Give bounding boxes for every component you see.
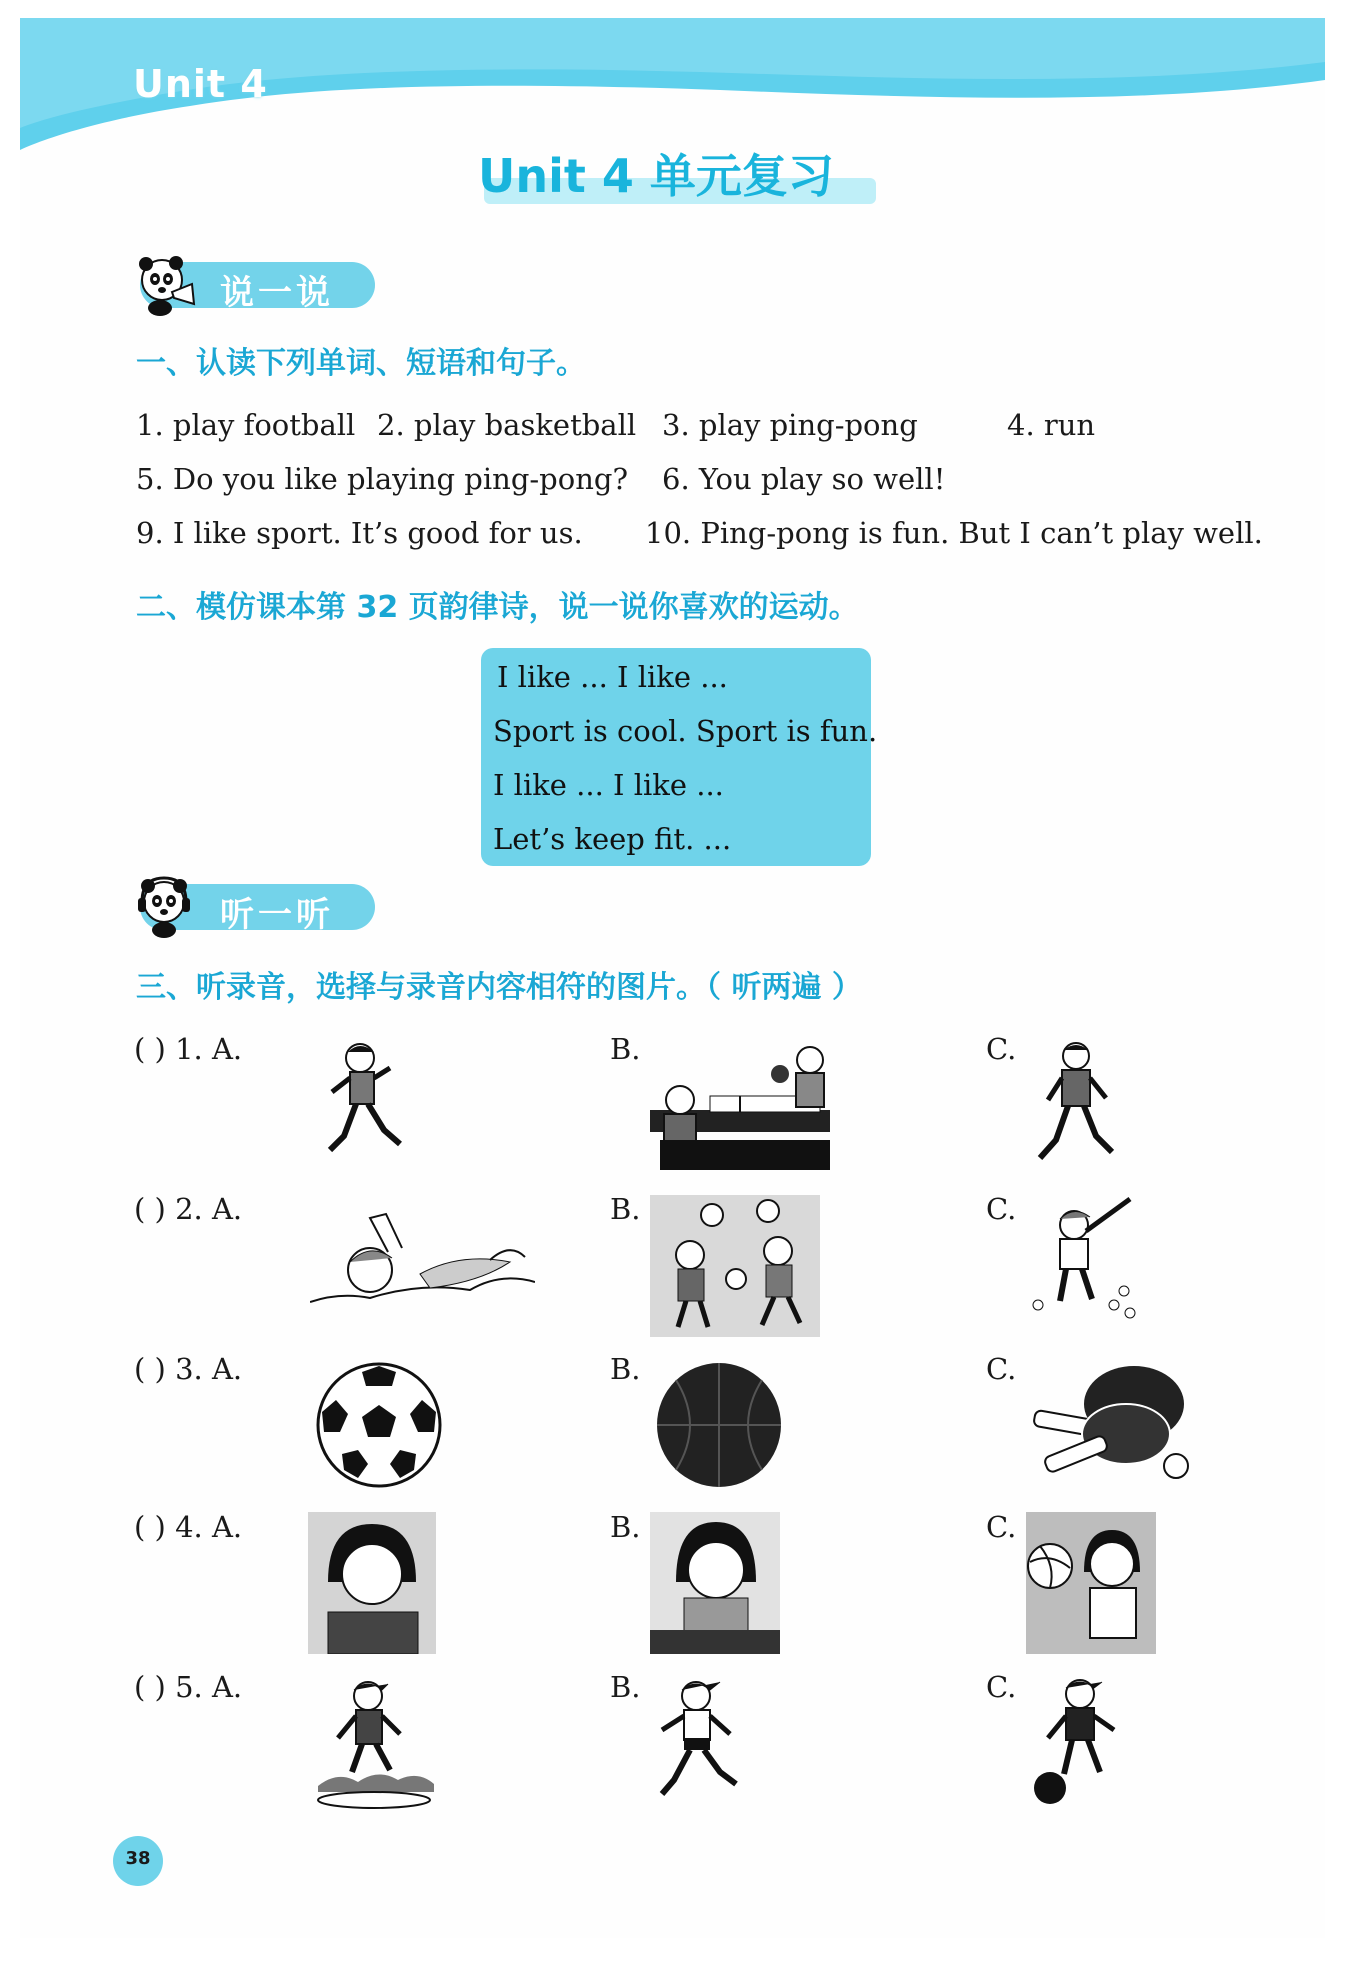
unit-tag: Unit 4 <box>133 62 268 106</box>
boy-running-image[interactable] <box>320 1040 410 1170</box>
girl-reading-image[interactable] <box>308 1512 436 1654</box>
option-c-label: C. <box>986 1352 1017 1386</box>
section-tag-label: 说一说 <box>220 273 334 313</box>
girl-jumping-image[interactable] <box>308 1676 442 1810</box>
panda-headphones-icon <box>132 872 200 940</box>
answer-row-3-label: ( ) 3. A. <box>134 1352 243 1386</box>
basketball-image[interactable] <box>654 1360 784 1490</box>
page-number: 38 <box>125 1848 151 1869</box>
page-title-block <box>478 140 878 210</box>
section-tag-label: 听一听 <box>220 895 334 935</box>
boy-basketball-image[interactable] <box>1030 1040 1120 1170</box>
answer-row-1-label: ( ) 1. A. <box>134 1032 243 1066</box>
page-title: Unit 4 单元复习 <box>478 149 834 203</box>
option-b-label: B. <box>610 1510 641 1544</box>
poem-line: Sport is cool. Sport is fun. <box>493 714 878 748</box>
kids-playing-football-image[interactable] <box>650 1195 820 1337</box>
option-c-label: C. <box>986 1670 1017 1704</box>
option-b-label: B. <box>610 1352 641 1386</box>
vocab-item: 3. play ping-pong <box>662 408 918 442</box>
swimmer-image[interactable] <box>310 1212 535 1307</box>
table-tennis-players-image[interactable] <box>650 1040 830 1170</box>
option-c-label: C. <box>986 1192 1017 1226</box>
vocab-item: 9. I like sport. It’s good for us. <box>136 516 583 550</box>
girl-running-image[interactable] <box>650 1676 750 1806</box>
poem-line: Let’s keep fit. ... <box>493 822 732 856</box>
vocab-item: 10. Ping-pong is fun. But I can’t play well. <box>645 516 1263 550</box>
question-3-heading: 三、听录音，选择与录音内容相符的图片。（ 听两遍 ） <box>136 970 862 1005</box>
option-c-label: C. <box>986 1032 1017 1066</box>
question-2-heading: 二、模仿课本第 32 页韵律诗，说一说你喜欢的运动。 <box>136 590 859 625</box>
section-tag-listen <box>140 884 375 935</box>
panda-megaphone-icon <box>132 250 200 318</box>
vocab-item: 1. play football <box>136 408 356 442</box>
vocab-item: 4. run <box>1007 408 1096 442</box>
vocab-item: 5. Do you like playing ping-pong? <box>136 462 628 496</box>
girl-volleyball-image[interactable] <box>1026 1512 1156 1654</box>
section-tag-speak <box>140 262 375 313</box>
page-number-badge <box>113 1836 163 1886</box>
option-b-label: B. <box>610 1032 641 1066</box>
option-b-label: B. <box>610 1670 641 1704</box>
option-c-label: C. <box>986 1510 1017 1544</box>
poem-line: I like ... I like ... <box>493 768 724 802</box>
football-image[interactable] <box>314 1360 444 1490</box>
girl-basketball-image[interactable] <box>1030 1676 1130 1806</box>
answer-row-4-label: ( ) 4. A. <box>134 1510 243 1544</box>
option-b-label: B. <box>610 1192 641 1226</box>
answer-row-5-label: ( ) 5. A. <box>134 1670 243 1704</box>
girl-baseball-image[interactable] <box>1030 1195 1140 1320</box>
vocab-item: 2. play basketball <box>377 408 637 442</box>
poem-line: I like ... I like ... <box>497 660 728 694</box>
girl-drawing-image[interactable] <box>650 1512 780 1654</box>
vocab-item: 6. You play so well! <box>662 462 946 496</box>
answer-row-2-label: ( ) 2. A. <box>134 1192 243 1226</box>
rhyme-poem-box <box>481 648 878 866</box>
question-1-heading: 一、认读下列单词、短语和句子。 <box>136 346 586 381</box>
ping-pong-bats-image[interactable] <box>1030 1360 1190 1485</box>
